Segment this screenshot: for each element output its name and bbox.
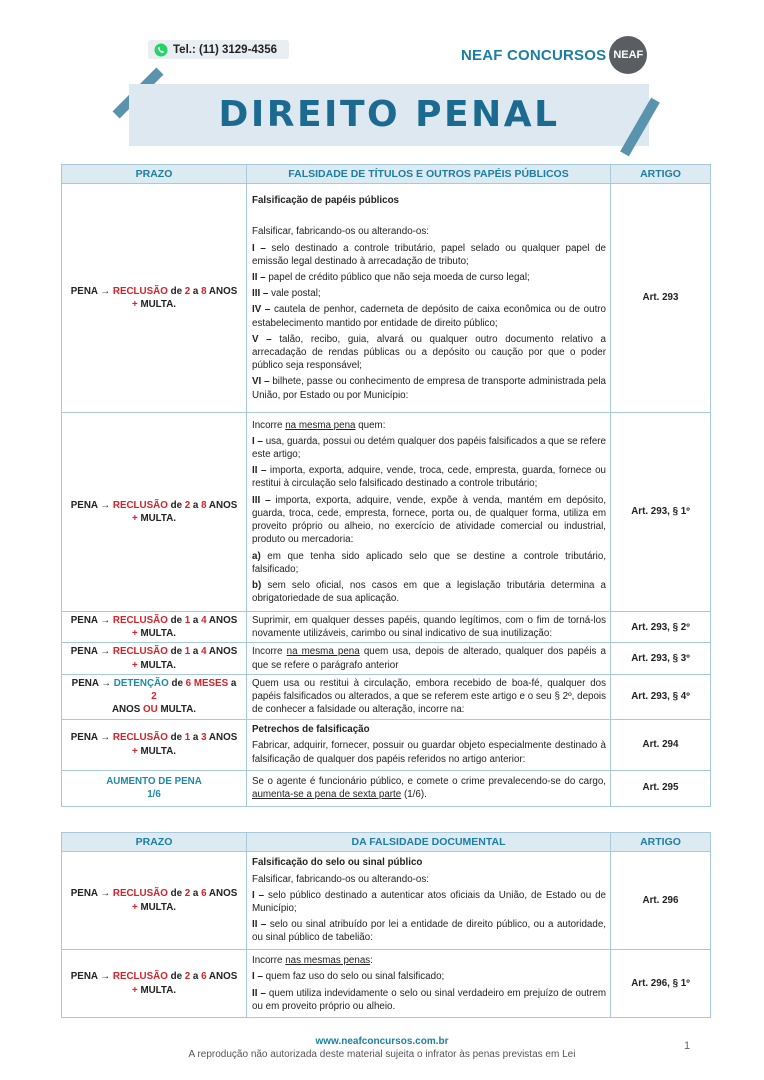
cell-text: 1 (184, 646, 191, 658)
cell-text: nas mesmas penas (285, 955, 371, 967)
cell-text: de (167, 615, 185, 626)
brand (461, 36, 647, 74)
section-title: Falsificação de papéis públicos (252, 195, 400, 207)
column-header-prazo: PRAZO (62, 165, 247, 184)
paragraph (252, 889, 606, 915)
cell-text: importa, exporta, adquire, vende, expõe à venda, mantém em depósito, guarda, troca, cede, empresta, fornece, porta ou, de qualquer forma, utiliza em proveito próprio ou alheio, no exercício de atividade comercial ou industrial, produto ou mercadoria: (252, 494, 606, 546)
brand-logo: NEAF (609, 36, 647, 74)
cell-text: 4 (201, 615, 207, 626)
cell-text: + (131, 513, 138, 524)
content-cell: Suprimir, em qualquer desses papéis, quando legítimos, com o fim de torná-los novamente utilizáveis, carimbo ou sinal indicativo de sua inutilização: (247, 612, 611, 643)
cell-text: IV – (252, 304, 271, 316)
cell-text: 8 (201, 499, 207, 511)
artigo-cell: Art. 293, § 1º (611, 413, 711, 612)
prazo-cell (62, 852, 247, 950)
cell-text: PENA → (71, 677, 114, 689)
prazo-cell (62, 719, 247, 770)
artigo-cell: Art. 293, § 4º (611, 674, 711, 719)
cell-text: I – (252, 889, 265, 901)
cell-text: 1/6 (147, 789, 161, 801)
cell-text: Incorre (252, 646, 287, 658)
cell-text: selo ou sinal atribuído por lei a entidade de direito público, ou a autoridade, ou sinal público de tabelião: (252, 919, 606, 944)
cell-text: 1 (184, 615, 191, 626)
content-cell (247, 719, 611, 770)
cell-text: RECLUSÃO (112, 732, 168, 744)
cell-text: sem selo oficial, nos casos em que a legislação tributária determina a obrigatoriedade de sua aplicação. (252, 579, 606, 605)
cell-text: RECLUSÃO (112, 888, 168, 900)
cell-text: II – (252, 271, 266, 283)
paragraph (252, 723, 606, 736)
cell-text: I – (252, 242, 266, 254)
paragraph (252, 333, 606, 373)
table-row (62, 674, 711, 719)
cell-text: RECLUSÃO (112, 615, 168, 626)
table-row (62, 719, 711, 770)
phone-contact (148, 40, 289, 59)
prazo-cell (62, 950, 247, 1018)
paragraph (252, 987, 606, 1013)
cell-text: de (167, 646, 185, 658)
cell-text: de (167, 285, 185, 297)
cell-text: II – (252, 465, 267, 477)
table-row (62, 413, 711, 612)
cell-text: quem: (355, 419, 386, 431)
cell-text: a (190, 732, 202, 744)
cell-text: aumenta-se a pena de sexta parte (252, 789, 402, 801)
cell-text: (1/6). (401, 789, 427, 801)
table-row (62, 643, 711, 674)
cell-text: usa, guarda, possui ou detém qualquer dos papéis falsificados a que se refere este artigo; (252, 435, 606, 461)
cell-text: MULTA. (137, 628, 176, 640)
cell-text: MULTA. (137, 659, 176, 671)
paragraph (252, 579, 606, 605)
cell-text: I – (252, 435, 263, 447)
prazo-cell (62, 612, 247, 643)
footer-url[interactable]: www.neafconcursos.com.br (315, 1036, 449, 1047)
artigo-cell: Art. 295 (611, 770, 711, 806)
cell-text: selo público destinado a autenticar atos oficiais da União, de Estado ou de Município; (252, 889, 606, 914)
cell-text: VI – (252, 376, 270, 388)
prazo-cell (62, 413, 247, 612)
cell-text: + (131, 901, 138, 913)
cell-text: ANOS (111, 704, 144, 716)
cell-text: + (131, 628, 138, 640)
cell-text: a (190, 499, 202, 511)
cell-text: PENA → (70, 971, 113, 983)
paragraph (252, 375, 606, 401)
cell-text: MULTA. (137, 299, 176, 310)
content-cell (247, 852, 611, 950)
paragraph (252, 954, 606, 967)
cell-text: bilhete, passe ou conhecimento de empresa de transporte administrada pela União, por Estado ou por Município: (252, 376, 606, 401)
cell-text: + (131, 984, 138, 996)
cell-text: Falsificar, fabricando-os ou alterando-os: (252, 873, 429, 885)
paragraph (252, 419, 606, 432)
paragraph (252, 970, 606, 983)
cell-text: b) (252, 579, 262, 591)
cell-text: de (167, 732, 185, 744)
table-row (62, 184, 711, 413)
cell-text: 3 (201, 732, 207, 744)
cell-text: 2 (184, 285, 191, 297)
cell-text: AUMENTO DE PENA (106, 775, 202, 787)
table-falsidade-titulos (61, 164, 711, 807)
cell-text: 4 (201, 646, 207, 658)
cell-text: 8 (201, 285, 207, 297)
cell-text: de (168, 677, 186, 689)
cell-text: de (167, 888, 185, 900)
cell-text: a (190, 646, 202, 658)
cell-text: 6 (201, 971, 207, 983)
cell-text: ANOS (206, 646, 238, 658)
table-row (62, 612, 711, 643)
cell-text: RECLUSÃO (112, 646, 168, 658)
cell-text: III – (252, 494, 271, 506)
cell-text: na mesma pena (285, 419, 356, 431)
cell-text: cautela de penhor, caderneta de depósito de caixa econômica ou de outro estabelecimento mantido por entidade de direito público; (252, 304, 606, 329)
cell-text: de (167, 971, 185, 983)
column-header-title: DA FALSIDADE DOCUMENTAL (247, 833, 611, 852)
cell-text: vale postal; (268, 288, 321, 300)
cell-text: ANOS (206, 971, 238, 983)
phone-number: Tel.: (11) 3129-4356 (173, 43, 277, 56)
whatsapp-icon (154, 43, 168, 57)
cell-text: + (131, 745, 138, 757)
title-banner (129, 84, 649, 146)
content-cell (247, 950, 611, 1018)
cell-text: 6 (201, 888, 207, 900)
cell-text: DETENÇÃO (113, 677, 169, 689)
cell-text: MULTA. (137, 513, 176, 524)
table-row (62, 950, 711, 1018)
cell-text: papel de crédito público que não seja moeda de curso legal; (265, 271, 530, 283)
brand-name: NEAF CONCURSOS (461, 46, 607, 64)
artigo-cell: Art. 296 (611, 852, 711, 950)
paragraph (252, 303, 606, 329)
artigo-cell: Art. 296, § 1º (611, 950, 711, 1018)
paragraph (252, 287, 606, 300)
cell-text: V – (252, 333, 272, 345)
cell-text: 2 (184, 888, 191, 900)
cell-text: na mesma pena (286, 646, 360, 658)
cell-text: 6 MESES (185, 677, 229, 689)
column-header-artigo: ARTIGO (611, 165, 711, 184)
content-cell (247, 770, 611, 806)
paragraph (252, 856, 606, 869)
cell-text: + (131, 299, 138, 310)
cell-text: OU (143, 704, 158, 716)
cell-text: PENA → (70, 888, 113, 900)
paragraph (252, 435, 606, 461)
cell-text: importa, exporta, adquire, vende, troca, cede, empresta, guarda, fornece ou restitui à circulação selo falsificado destinado a controle tributário; (252, 465, 607, 490)
cell-text: II – (252, 919, 267, 931)
content-cell (247, 643, 611, 674)
paragraph (252, 494, 606, 547)
cell-text: III – (252, 288, 269, 300)
cell-text: PENA → (70, 285, 113, 297)
table-falsidade-documental (61, 832, 711, 1018)
cell-text: a (190, 615, 202, 626)
artigo-cell: Art. 293, § 3º (611, 643, 711, 674)
prazo-cell (62, 770, 247, 806)
cell-text: 2 (184, 971, 191, 983)
cell-text: Falsificar, fabricando-os ou alterando-os: (252, 226, 429, 238)
page-number: 1 (684, 1040, 691, 1052)
paragraph (252, 194, 606, 207)
paragraph (252, 550, 606, 576)
cell-text: MULTA. (137, 901, 176, 913)
cell-text: a (190, 888, 202, 900)
section-title: Petrechos de falsificação (252, 724, 370, 736)
table-header-row (62, 165, 711, 184)
table-header-row (62, 833, 711, 852)
cell-text: Incorre (252, 419, 286, 431)
paragraph (252, 242, 606, 268)
cell-text: quem faz uso do selo ou sinal falsificado; (262, 971, 445, 983)
cell-text: I – (252, 971, 263, 983)
table-row (62, 852, 711, 950)
cell-text: a (190, 285, 202, 297)
cell-text: a) (252, 550, 261, 562)
cell-text: PENA → (70, 615, 113, 626)
cell-text: ANOS (206, 615, 238, 626)
cell-text: MULTA. (137, 745, 176, 757)
cell-text: RECLUSÃO (112, 499, 168, 511)
prazo-cell (62, 643, 247, 674)
page-title: DIREITO PENAL (218, 94, 560, 135)
cell-text: 2 (184, 499, 191, 511)
cell-text: Incorre (252, 955, 286, 967)
content-cell (247, 413, 611, 612)
section-title: Falsificação do selo ou sinal público (252, 857, 423, 869)
content-cell (247, 184, 611, 413)
cell-text: PENA → (70, 646, 113, 658)
table-row (62, 770, 711, 806)
cell-text: selo destinado a controle tributário, papel selado ou qualquer papel de emissão legal destinado à arrecadação de tributo; (252, 242, 606, 267)
cell-text: Fabricar, adquirir, fornecer, possuir ou guardar objeto especialmente destinado à falsificação de qualquer dos papéis referidos no artigo anterior: (252, 740, 606, 765)
cell-text: ANOS (206, 732, 238, 744)
artigo-cell: Art. 294 (611, 719, 711, 770)
cell-text: talão, recibo, guia, alvará ou qualquer outro documento relativo a arrecadação de rendas públicas ou a depósito ou caução por que o poder público seja responsável; (252, 333, 606, 372)
cell-text: quem utiliza indevidamente o selo ou sinal verdadeiro em prejuízo de outrem ou em proveito próprio ou alheio. (252, 987, 606, 1012)
cell-text: RECLUSÃO (112, 971, 168, 983)
column-header-prazo: PRAZO (62, 833, 247, 852)
content-cell: Quem usa ou restitui à circulação, embora recebido de boa-fé, qualquer dos papéis falsificados ou alterados, a que se referem este artigo e o seu § 2º, depois de conhecer a falsidade ou alteração, incorre na: (247, 674, 611, 719)
cell-text: Se o agente é funcionário público, e comete o crime prevalecendo-se do cargo, (252, 775, 606, 787)
cell-text: PENA → (70, 732, 113, 744)
prazo-cell (62, 184, 247, 413)
cell-text: MULTA. (157, 704, 196, 716)
cell-text: de (167, 499, 185, 511)
column-header-artigo: ARTIGO (611, 833, 711, 852)
prazo-cell (62, 674, 247, 719)
cell-text: RECLUSÃO (112, 285, 168, 297)
cell-text: MULTA. (137, 984, 176, 996)
cell-text: : (370, 955, 373, 967)
cell-text: PENA → (70, 499, 113, 511)
cell-text: em que tenha sido aplicado selo que se destine a controle tributário, falsificado; (252, 550, 606, 575)
cell-text: a (228, 677, 237, 689)
footer-note: A reprodução não autorizada deste material sujeita o infrator às penas previstas em Lei (188, 1049, 576, 1060)
cell-text: ANOS (206, 499, 238, 511)
paragraph (252, 918, 606, 944)
cell-text: quem usa, depois de alterado, qualquer dos papéis a que se refere o parágrafo anterior (252, 646, 606, 671)
cell-text: II – (252, 987, 266, 999)
artigo-cell: Art. 293 (611, 184, 711, 413)
cell-text: 2 (151, 691, 157, 703)
paragraph (252, 464, 606, 490)
cell-text: + (131, 659, 138, 671)
column-header-title: FALSIDADE DE TÍTULOS E OUTROS PAPÉIS PÚBLICOS (247, 165, 611, 184)
cell-text: ANOS (206, 285, 238, 297)
cell-text: ANOS (206, 888, 238, 900)
cell-text: 1 (184, 732, 191, 744)
artigo-cell: Art. 293, § 2º (611, 612, 711, 643)
paragraph (252, 271, 606, 284)
cell-text: a (190, 971, 202, 983)
